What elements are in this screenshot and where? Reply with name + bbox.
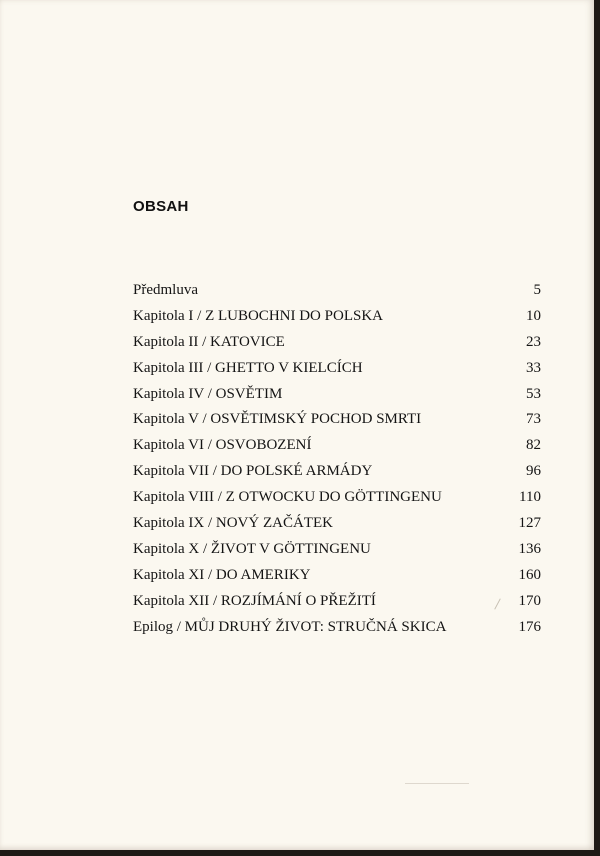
toc-entry-page: 10 <box>526 307 541 324</box>
toc-entry-title: Kapitola XII / ROZJÍMÁNÍ O PŘEŽITÍ <box>133 592 376 609</box>
toc-entry-title: Kapitola X / ŽIVOT V GÖTTINGENU <box>133 540 371 557</box>
toc-entry <box>133 334 541 360</box>
toc-entry-page: 53 <box>526 385 541 402</box>
toc-entry-title: Předmluva <box>133 282 198 298</box>
toc-heading: OBSAH <box>133 198 189 215</box>
toc-entry <box>133 463 541 489</box>
toc-entry <box>133 308 541 334</box>
toc-entry-page: 96 <box>526 463 541 480</box>
toc-entry <box>133 541 541 567</box>
toc-entry-title: Kapitola IX / NOVÝ ZAČÁTEK <box>133 515 333 532</box>
toc-entry <box>133 386 541 412</box>
toc-entry-title: Kapitola VI / OSVOBOZENÍ <box>133 437 312 454</box>
toc-entry-page: 127 <box>518 515 541 532</box>
toc-entry-page: 110 <box>519 489 541 506</box>
toc-entry <box>133 515 541 541</box>
toc-entry-title: Kapitola II / KATOVICE <box>133 333 285 350</box>
toc-entry-page: 82 <box>526 437 541 454</box>
toc-entry-title: Kapitola IV / OSVĚTIM <box>133 385 283 402</box>
table-of-contents <box>133 282 541 644</box>
toc-entry-title: Epilog / MŮJ DRUHÝ ŽIVOT: STRUČNÁ SKICA <box>133 618 447 635</box>
toc-entry-page: 33 <box>526 359 541 376</box>
toc-entry <box>133 411 541 437</box>
toc-entry-page: 73 <box>526 411 541 428</box>
toc-entry-page: 136 <box>518 540 541 557</box>
toc-entry <box>133 489 541 515</box>
toc-entry-title: Kapitola III / GHETTO V KIELCÍCH <box>133 359 363 376</box>
toc-entry <box>133 437 541 463</box>
toc-entry <box>133 567 541 593</box>
scan-edge-right <box>594 0 600 856</box>
toc-entry <box>133 360 541 386</box>
toc-entry-title: Kapitola VII / DO POLSKÉ ARMÁDY <box>133 463 373 480</box>
toc-entry <box>133 282 541 308</box>
toc-entry-page: 176 <box>518 618 541 635</box>
toc-entry-page: 170 <box>518 592 541 609</box>
toc-entry <box>133 619 541 645</box>
paper-scuff <box>405 783 469 784</box>
toc-entry-page: 160 <box>518 566 541 583</box>
toc-entry-page: 5 <box>533 282 541 298</box>
toc-entry-title: Kapitola I / Z LUBOCHNI DO POLSKA <box>133 307 383 324</box>
toc-entry-title: Kapitola V / OSVĚTIMSKÝ POCHOD SMRTI <box>133 411 422 428</box>
toc-entry-page: 23 <box>526 333 541 350</box>
toc-entry <box>133 593 541 619</box>
scan-edge-bottom <box>0 850 600 856</box>
toc-entry-title: Kapitola XI / DO AMERIKY <box>133 566 311 583</box>
toc-entry-title: Kapitola VIII / Z OTWOCKU DO GÖTTINGENU <box>133 489 442 506</box>
